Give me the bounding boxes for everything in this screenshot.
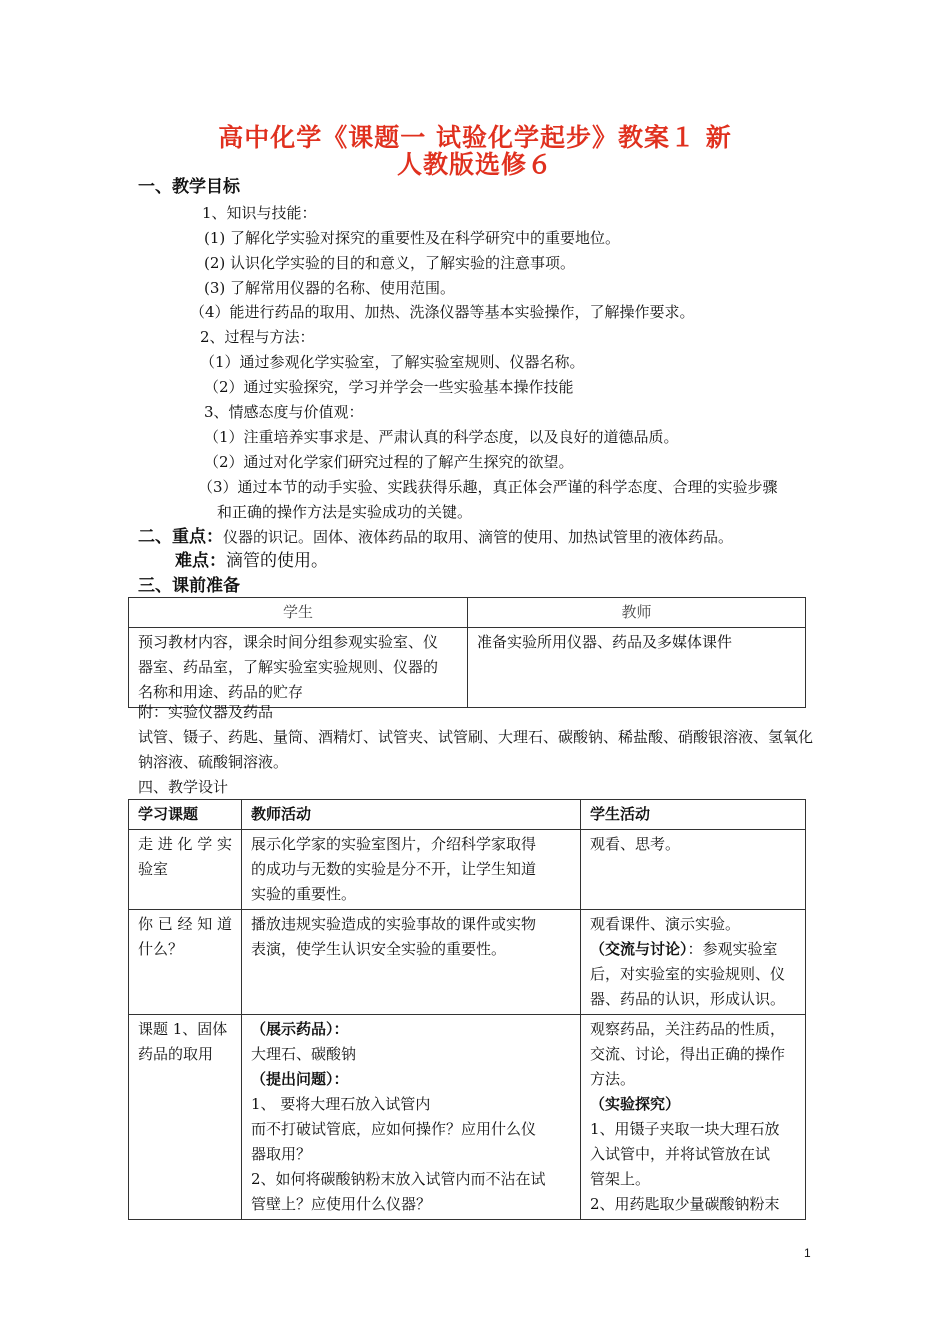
design-header-topic: 学习课题 xyxy=(129,800,242,830)
teacher-line xyxy=(251,1017,571,1042)
teacher-bold-label: （提出问题） xyxy=(251,1070,334,1088)
key-points-label: 二、重点： xyxy=(138,527,223,547)
design-header-student: 学生活动 xyxy=(581,800,806,830)
section1-sub1: 1、知识与技能： xyxy=(202,204,317,222)
topic-line: 你已经知道 xyxy=(138,915,232,933)
topic-line: 课题 1、固体 xyxy=(138,1020,228,1038)
objective-item: （1）通过参观化学实验室，了解实验室规则、仪器名称。 xyxy=(200,353,585,371)
difficult-points-line xyxy=(175,551,328,571)
prep-header-student: 学生 xyxy=(129,598,468,628)
teacher-line: 2、如何将碳酸钠粉末放入试管内而不沾在试 xyxy=(251,1170,546,1188)
topic-line: 什么？ xyxy=(138,940,184,958)
student-line: 后，对实验室的实验规则、仪 xyxy=(590,965,786,983)
prep-header-teacher: 教师 xyxy=(468,598,806,628)
objective-item: （2）通过实验探究，学习并学会一些实验基本操作技能 xyxy=(204,378,574,396)
design-topic-cell xyxy=(129,830,242,910)
teacher-line: 1、 要将大理石放入试管内 xyxy=(251,1095,431,1113)
teacher-line: 大理石、碳酸钠 xyxy=(251,1045,357,1063)
teacher-colon: ： xyxy=(333,1020,349,1038)
key-points-line xyxy=(138,527,733,547)
teacher-bold-label: （展示药品） xyxy=(251,1020,334,1038)
objective-item: (2) 认识化学实验的目的和意义，了解实验的注意事项。 xyxy=(204,254,576,272)
teacher-line: 而不打破试管底，应如何操作？应用什么仪 xyxy=(251,1120,537,1138)
teacher-line: 实验的重要性。 xyxy=(251,885,357,903)
student-line: 交流、讨论，得出正确的操作 xyxy=(590,1045,786,1063)
student-line: 观看、思考。 xyxy=(590,835,681,853)
teaching-design-table xyxy=(128,799,806,1220)
prep-teacher-cell: 准备实验所用仪器、药品及多媒体课件 xyxy=(468,628,806,708)
objective-item: (1) 了解化学实验对探究的重要性及在科学研究中的重要地位。 xyxy=(204,229,621,247)
document-title-line1: 高中化学《课题一 试验化学起步》教案１ 新 xyxy=(218,123,732,152)
design-student-cell xyxy=(581,1015,806,1220)
objective-item: (3) 了解常用仪器的名称、使用范围。 xyxy=(204,279,456,297)
objective-item: （1）注重培养实事求是、严肃认真的科学态度，以及良好的道德品质。 xyxy=(204,428,679,446)
student-line: 1、用镊子夹取一块大理石放 xyxy=(590,1120,780,1138)
teacher-line: 播放违规实验造成的实验事故的课件或实物 xyxy=(251,915,537,933)
design-topic-cell xyxy=(129,1015,242,1220)
design-teacher-cell xyxy=(242,910,581,1015)
design-student-cell xyxy=(581,910,806,1015)
student-text: ：参观实验室 xyxy=(687,940,778,958)
teacher-line: 的成功与无数的实验是分不开，让学生知道 xyxy=(251,860,537,878)
topic-line: 药品的取用 xyxy=(138,1045,214,1063)
design-topic-cell xyxy=(129,910,242,1015)
appendix-line: 钠溶液、硫酸铜溶液。 xyxy=(138,753,289,771)
objective-item: 和正确的操作方法是实验成功的关键。 xyxy=(217,503,473,521)
student-bold-label: （交流与讨论） xyxy=(590,940,688,958)
student-line: 器、药品的认识，形成认识。 xyxy=(590,990,786,1008)
student-line: 入试管中，并将试管放在试 xyxy=(590,1145,771,1163)
teacher-line: 器取用？ xyxy=(251,1145,312,1163)
student-line: 管架上。 xyxy=(590,1170,651,1188)
teacher-line xyxy=(251,1067,571,1092)
student-line: 观察药品，关注药品的性质， xyxy=(590,1020,786,1038)
teacher-colon: ： xyxy=(333,1070,349,1088)
prep-student-cell xyxy=(129,628,468,708)
topic-line: 走进化学实 xyxy=(138,835,232,853)
objective-item: （4）能进行药品的取用、加热、洗涤仪器等基本实验操作，了解操作要求。 xyxy=(190,303,695,321)
student-line: 方法。 xyxy=(590,1070,636,1088)
prep-student-line: 预习教材内容，课余时间分组参观实验室、仪 xyxy=(138,633,439,651)
design-header-teacher: 教师活动 xyxy=(242,800,581,830)
student-line: 观看课件、演示实验。 xyxy=(590,915,741,933)
difficult-points-text: 滴管的使用。 xyxy=(226,551,328,571)
section1-heading: 一、教学目标 xyxy=(138,177,240,197)
teacher-line: 管壁上？应使用什么仪器？ xyxy=(251,1195,432,1213)
objective-item: （3）通过本节的动手实验、实践获得乐趣，真正体会严谨的科学态度、合理的实验步骤 xyxy=(198,478,778,496)
section1-sub2: 2、过程与方法： xyxy=(200,328,315,346)
student-line: 2、用药匙取少量碳酸钠粉末 xyxy=(590,1195,780,1213)
topic-line: 验室 xyxy=(138,860,169,878)
preparation-table xyxy=(128,597,806,708)
design-teacher-cell xyxy=(242,1015,581,1220)
objective-item: （2）通过对化学家们研究过程的了解产生探究的欲望。 xyxy=(204,453,574,471)
prep-student-line: 名称和用途、药品的贮存 xyxy=(138,683,304,701)
section3-heading: 三、课前准备 xyxy=(138,576,240,596)
design-student-cell xyxy=(581,830,806,910)
teacher-line: 展示化学家的实验室图片，介绍科学家取得 xyxy=(251,835,537,853)
key-points-text: 仪器的识记。固体、液体药品的取用、滴管的使用、加热试管里的液体药品。 xyxy=(223,528,734,546)
document-title-line2: 人教版选修６ xyxy=(396,150,553,179)
teacher-line: 表演，使学生认识安全实验的重要性。 xyxy=(251,940,507,958)
section1-sub3: 3、情感态度与价值观： xyxy=(204,403,364,421)
prep-student-line: 器室、药品室，了解实验室实验规则、仪器的 xyxy=(138,658,439,676)
appendix-line: 试管、镊子、药匙、量筒、酒精灯、试管夹、试管刷、大理石、碳酸钠、稀盐酸、硝酸银溶液、氢氧化 xyxy=(138,728,814,746)
appendix-title: 附：实验仪器及药品 xyxy=(138,703,274,721)
student-bold-label: （实验探究） xyxy=(590,1095,681,1113)
student-line xyxy=(590,937,796,962)
page-number: 1 xyxy=(804,1246,811,1260)
section4-heading: 四、教学设计 xyxy=(138,778,229,796)
difficult-points-label: 难点： xyxy=(175,551,226,571)
design-teacher-cell xyxy=(242,830,581,910)
